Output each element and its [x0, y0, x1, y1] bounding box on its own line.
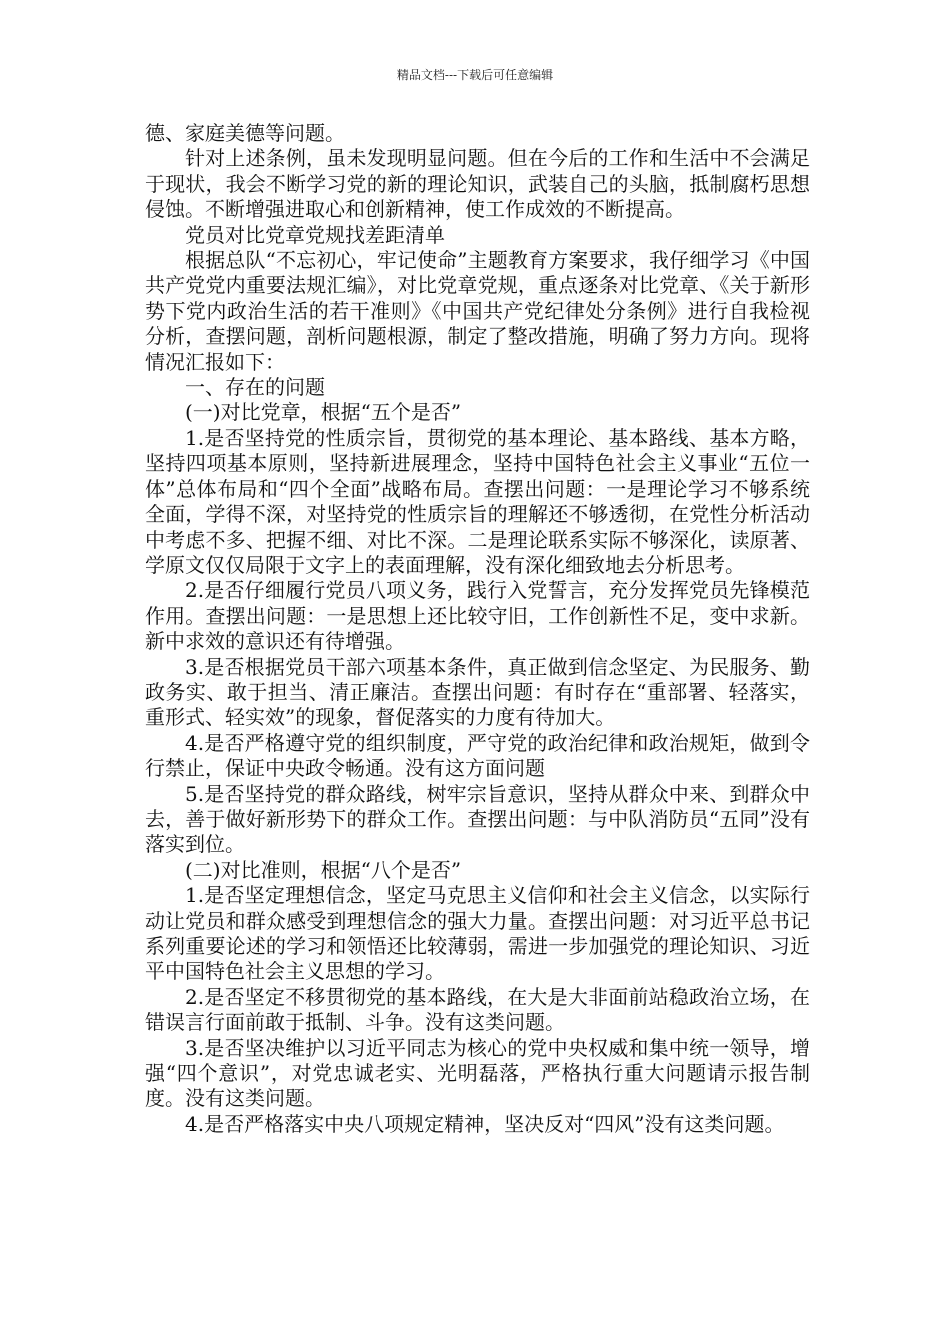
page-header: 精品文档---下载后可任意编辑 — [396, 68, 554, 82]
list-item: 1.是否坚持党的性质宗旨，贯彻党的基本理论、基本路线、基本方略，坚持四项基本原则，坚持新进展理念，坚持中国特色社会主义事业“五位一体”总体布局和“四个全面”战略布局。查摆出问题：一是理论学习不够系统全面，学得不深，对坚持党的性质宗旨的理解还不够透彻，在党性分析活动中考虑不多、把握不细、对比不深。二是理论联系实际不够深化，读原著、学原文仅仅局限于文字上的表面理解，没有深化细致地去分析思考。 — [145, 425, 810, 577]
section-title: 党员对比党章党规找差距清单 — [185, 222, 445, 247]
list-item: 5.是否坚持党的群众路线，树牢宗旨意识，坚持从群众中来、到群众中去，善于做好新形势下的群众工作。查摆出问题：与中队消防员“五同”没有落实到位。 — [145, 781, 810, 857]
paragraph: 根据总队“不忘初心，牢记使命”主题教育方案要求，我仔细学习《中国共产党党内重要法规汇编》，对比党章党规，重点逐条对比党章、《关于新形势下党内政治生活的若干准则》《中国共产党纪律处分条例》进行自我检视分析，查摆问题，剖析问题根源，制定了整改措施，明确了努力方向。现将情况汇报如下： — [145, 248, 810, 374]
list-item: 4.是否严格遵守党的组织制度，严守党的政治纪律和政治规矩，做到令行禁止，保证中央政令畅通。没有这方面问题 — [145, 730, 810, 781]
paragraph-continuation: 德、家庭美德等问题。 — [145, 121, 345, 145]
list-item: 1.是否坚定理想信念，坚定马克思主义信仰和社会主义信念，以实际行动让党员和群众感受到理想信念的强大力量。查摆出问题：对习近平总书记系列重要论述的学习和领悟还比较薄弱，需进一步加强党的理论知识、习近平中国特色社会主义思想的学习。 — [145, 883, 810, 984]
paragraph: 针对上述条例，虽未发现明显问题。但在今后的工作和生活中不会满足于现状，我会不断学习党的新的理论知识，武装自己的头脑，抵制腐朽思想侵蚀。不断增强进取心和创新精神，使工作成效的不断提高。 — [145, 146, 810, 222]
list-item: 3.是否根据党员干部六项基本条件，真正做到信念坚定、为民服务、勤政务实、敢于担当、清正廉洁。查摆出问题：有时存在“重部署、轻落实，重形式、轻实效”的现象，督促落实的力度有待加大。 — [145, 654, 810, 730]
list-item: 2.是否仔细履行党员八项义务，践行入党誓言，充分发挥党员先锋模范作用。查摆出问题：一是思想上还比较守旧，工作创新性不足，变中求新。新中求效的意识还有待增强。 — [145, 578, 810, 654]
section-heading: 一、存在的问题 — [185, 375, 325, 400]
document-body — [145, 121, 810, 1137]
subsection-heading: (一)对比党章，根据“五个是否” — [185, 400, 462, 425]
subsection-heading: (二)对比准则，根据“八个是否” — [185, 857, 462, 882]
list-item: 3.是否坚决维护以习近平同志为核心的党中央权威和集中统一领导，增强“四个意识”，对党忠诚老实、光明磊落，严格执行重大问题请示报告制度。没有这类问题。 — [145, 1035, 810, 1111]
list-item: 4.是否严格落实中央八项规定精神，坚决反对“四风”没有这类问题。 — [185, 1111, 785, 1136]
list-item: 2.是否坚定不移贯彻党的基本路线，在大是大非面前站稳政治立场，在错误言行面前敢于抵制、斗争。没有这类问题。 — [145, 984, 810, 1035]
